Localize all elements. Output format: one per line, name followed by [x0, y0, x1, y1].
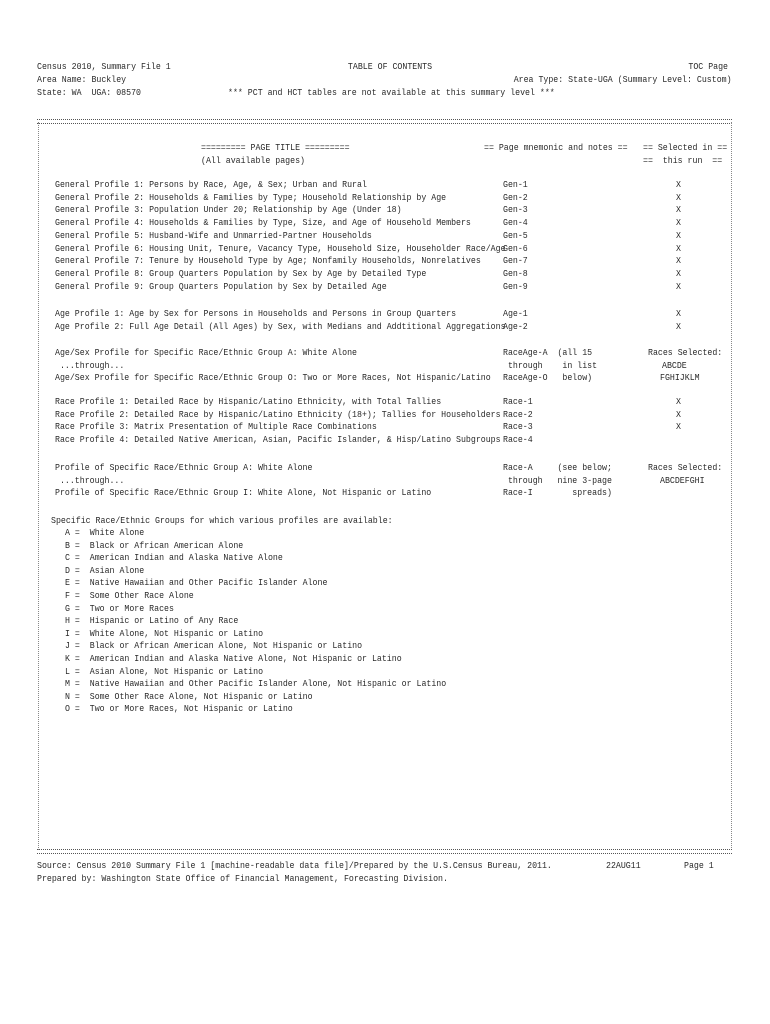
group-item: E = Native Hawaiian and Other Pacific Islander Alone [65, 577, 328, 589]
source-note: Source: Census 2010 Summary File 1 [machine-readable data file]/Prepared by the U.S.Census Bureau, 2011. [37, 860, 552, 871]
profile-code: Gen-1 [503, 179, 528, 190]
races-selected: Races Selected: [648, 347, 723, 358]
selected-mark: X [676, 191, 681, 203]
group-item: L = Asian Alone, Not Hispanic or Latino [65, 665, 264, 677]
group-item: N = Some Other Race Alone, Not Hispanic or Latino [65, 690, 313, 702]
profile-code: Gen-6 [503, 242, 528, 254]
profile-code: Gen-3 [503, 204, 528, 216]
group-item: D = Asian Alone [65, 564, 145, 576]
profile-code: Race-2 [503, 408, 533, 420]
group-item: H = Hispanic or Latino of Any Race [65, 615, 239, 627]
group-item: B = Black or African American Alone [65, 539, 244, 551]
profile-title: Race Profile 4: Detailed Native American, Asian, Pacific Islander, & Hisp/Latino Subgroups [55, 434, 501, 446]
profile-title: Profile of Specific Race/Ethnic Group I: White Alone, Not Hispanic or Latino [55, 487, 432, 499]
selected-mark: X [676, 396, 681, 407]
profile-title: General Profile 7: Tenure by Household Type by Age; Nonfamily Households, Nonrelatives [55, 255, 481, 267]
profile-title: General Profile 5: Husband-Wife and Unmarried-Partner Households [55, 229, 372, 241]
group-item: K = American Indian and Alaska Native Alone, Not Hispanic or Latino [65, 653, 402, 664]
races-selected: ABCDE [662, 359, 687, 371]
races-selected: FGHIJKLM [660, 372, 700, 384]
selected-mark: X [676, 267, 681, 279]
state-uga: State: WA UGA: 08570 [37, 87, 141, 98]
bottom-rule [37, 849, 732, 854]
selected-heading: == Selected in == [643, 142, 728, 153]
prepared-by: Prepared by: Washington State Office of Financial Management, Forecasting Division. [37, 873, 448, 884]
group-item: O = Two or More Races, Not Hispanic or Latino [65, 703, 293, 715]
report-date: 22AUG11 [606, 860, 641, 871]
group-item: I = White Alone, Not Hispanic or Latino [65, 627, 264, 639]
group-item: C = American Indian and Alaska Native Alone [65, 552, 283, 564]
profile-title: General Profile 4: Households & Families by Type, Size, and Age of Household Members [55, 217, 471, 229]
groups-heading: Specific Race/Ethnic Groups for which various profiles are available: [51, 515, 393, 526]
selected-mark: X [676, 229, 681, 241]
page-title-subheading: (All available pages) [201, 155, 305, 166]
profile-code: Gen-8 [503, 267, 528, 279]
selected-mark: X [676, 217, 681, 229]
profile-title: General Profile 9: Group Quarters Population by Sex by Detailed Age [55, 280, 387, 292]
toc-title: TABLE OF CONTENTS [347, 61, 433, 72]
selected-subheading: == this run == [643, 155, 723, 166]
profile-code: Age-2 [503, 320, 528, 332]
toc-page-label: TOC Page [688, 61, 728, 72]
races-selected: ABCDEFGHI [660, 474, 705, 486]
group-item: G = Two or More Races [65, 602, 174, 614]
group-item: F = Some Other Race Alone [65, 590, 194, 601]
profile-title: Race Profile 3: Matrix Presentation of Multiple Race Combinations [55, 421, 377, 433]
profile-code: Race-3 [503, 421, 533, 433]
profile-title: Age Profile 1: Age by Sex for Persons in Households and Persons in Group Quarters [55, 308, 457, 319]
profile-code: through in list [503, 359, 598, 371]
selected-mark: X [676, 320, 681, 332]
profile-code: Gen-5 [503, 229, 528, 241]
page-number: Page 1 [684, 860, 714, 871]
profile-title: General Profile 8: Group Quarters Population by Sex by Age by Detailed Type [55, 267, 427, 279]
selected-mark: X [676, 408, 681, 420]
profile-code: Race-I spreads) [503, 487, 612, 499]
profile-title: General Profile 2: Households & Families by Type; Household Relationship by Age [55, 191, 447, 203]
profile-title: ...through... [55, 474, 125, 486]
profile-code: RaceAge-A (all 15 [503, 347, 593, 358]
profile-code: Gen-4 [503, 217, 528, 229]
right-rule [731, 122, 732, 850]
profile-title: Age/Sex Profile for Specific Race/Ethnic Group A: White Alone [55, 347, 358, 358]
profile-code: Age-1 [503, 308, 528, 319]
census-title: Census 2010, Summary File 1 [37, 61, 171, 72]
profile-code: Gen-7 [503, 255, 528, 267]
selected-mark: X [676, 179, 681, 190]
page-title-heading: ========= PAGE TITLE ========= [201, 142, 350, 153]
profile-code: Gen-9 [503, 280, 528, 292]
profile-title: General Profile 3: Population Under 20; Relationship by Age (Under 18) [55, 204, 402, 216]
profile-title: Age Profile 2: Full Age Detail (All Ages) by Sex, with Medians and Addtitional Aggregations [55, 320, 506, 332]
profile-code: Race-A (see below; [503, 462, 612, 473]
profile-title: Race Profile 2: Detailed Race by Hispanic/Latino Ethnicity (18+); Tallies for Householders [55, 408, 501, 420]
top-rule [37, 119, 732, 124]
group-item: A = White Alone [65, 527, 145, 538]
profile-code: Race-4 [503, 434, 533, 446]
selected-mark: X [676, 280, 681, 292]
selected-mark: X [676, 255, 681, 267]
profile-code: Race-1 [503, 396, 533, 407]
profile-code: through nine 3-page [503, 474, 612, 486]
mnemonic-heading: == Page mnemonic and notes == [484, 142, 628, 153]
area-type: Area Type: State-UGA (Summary Level: Custom) [514, 74, 732, 85]
selected-mark: X [676, 242, 681, 254]
profile-title: Age/Sex Profile for Specific Race/Ethnic Group O: Two or More Races, Not Hispanic/Latino [55, 372, 491, 384]
profile-title: Race Profile 1: Detailed Race by Hispanic/Latino Ethnicity, with Total Tallies [55, 396, 442, 407]
profile-title: ...through... [55, 359, 125, 371]
profile-title: General Profile 1: Persons by Race, Age, & Sex; Urban and Rural [55, 179, 367, 190]
profile-code: Gen-2 [503, 191, 528, 203]
selected-mark: X [676, 204, 681, 216]
group-item: J = Black or African American Alone, Not Hispanic or Latino [65, 640, 363, 652]
races-selected: Races Selected: [648, 462, 723, 473]
area-name: Area Name: Buckley [37, 74, 127, 85]
profile-title: Profile of Specific Race/Ethnic Group A: White Alone [55, 462, 313, 473]
selected-mark: X [676, 308, 681, 319]
profile-code: RaceAge-O below) [503, 372, 593, 384]
selected-mark: X [676, 421, 681, 433]
profile-title: General Profile 6: Housing Unit, Tenure, Vacancy Type, Household Size, Householder Race/Age [55, 242, 506, 254]
left-rule [38, 122, 39, 850]
group-item: M = Native Hawaiian and Other Pacific Islander Alone, Not Hispanic or Latino [65, 678, 447, 690]
availability-note: *** PCT and HCT tables are not available at this summary level *** [228, 87, 555, 98]
